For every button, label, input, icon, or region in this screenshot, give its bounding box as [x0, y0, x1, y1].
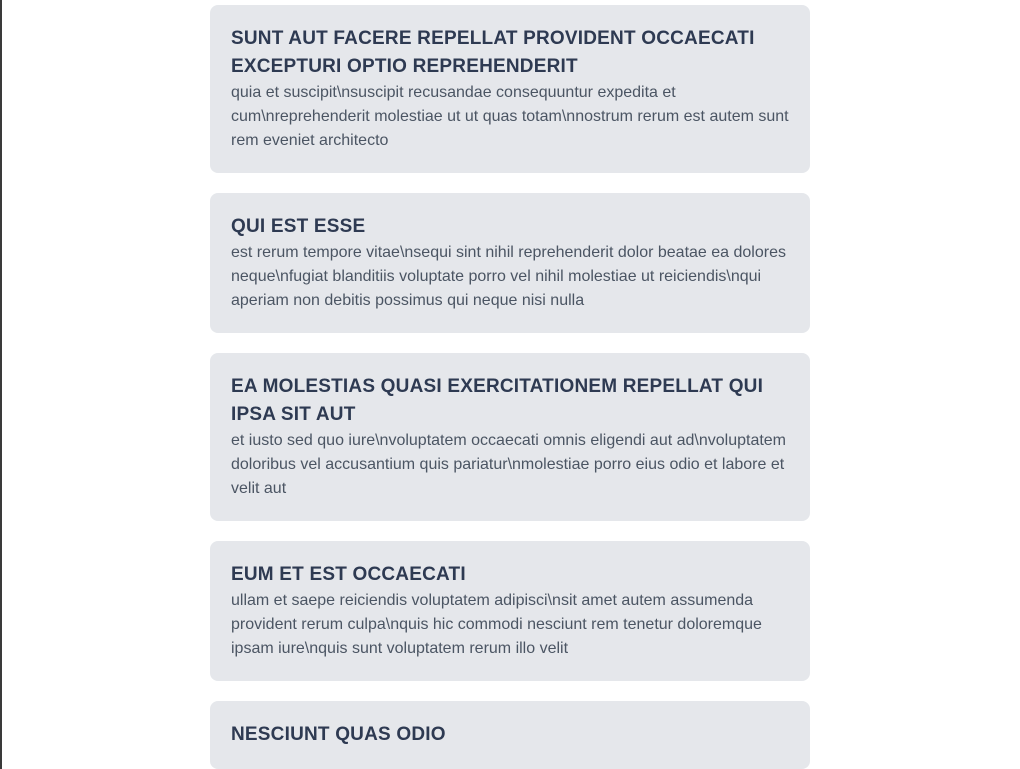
post-body: ullam et saepe reiciendis voluptatem adipisci\nsit amet autem assumenda provident rerum culpa\nquis hic commodi nesciunt rem tenetur doloremque ipsam iure\nquis sunt voluptatem rerum illo velit [231, 592, 762, 657]
post-card [210, 353, 810, 521]
post-card [210, 5, 810, 173]
post-body: et iusto sed quo iure\nvoluptatem occaecati omnis eligendi aut ad\nvoluptatem doloribus vel accusantium quis pariatur\nmolestiae porro eius odio et labore et velit aut [231, 432, 787, 497]
post-body: est rerum tempore vitae\nsequi sint nihil reprehenderit dolor beatae ea dolores neque\nfugiat blanditiis voluptate porro vel nihil molestiae ut reiciendis\nqui aperiam non debitis possimus qui neque nisi nulla [231, 244, 786, 309]
post-title: NESCIUNT QUAS ODIO [231, 724, 446, 745]
post-title: SUNT AUT FACERE REPELLAT PROVIDENT OCCAECATI EXCEPTURI OPTIO REPREHENDERIT [231, 28, 755, 77]
window-left-border [0, 0, 2, 769]
post-card [210, 541, 810, 681]
post-card [210, 193, 810, 333]
post-title: EA MOLESTIAS QUASI EXERCITATIONEM REPELLAT QUI IPSA SIT AUT [231, 376, 764, 425]
posts-list [210, 0, 810, 769]
post-title: EUM ET EST OCCAECATI [231, 564, 466, 585]
post-card [210, 701, 810, 769]
post-title: QUI EST ESSE [231, 216, 366, 237]
post-body: quia et suscipit\nsuscipit recusandae consequuntur expedita et cum\nreprehenderit molestiae ut ut quas totam\nnostrum rerum est autem sunt rem eveniet architecto [231, 84, 789, 149]
